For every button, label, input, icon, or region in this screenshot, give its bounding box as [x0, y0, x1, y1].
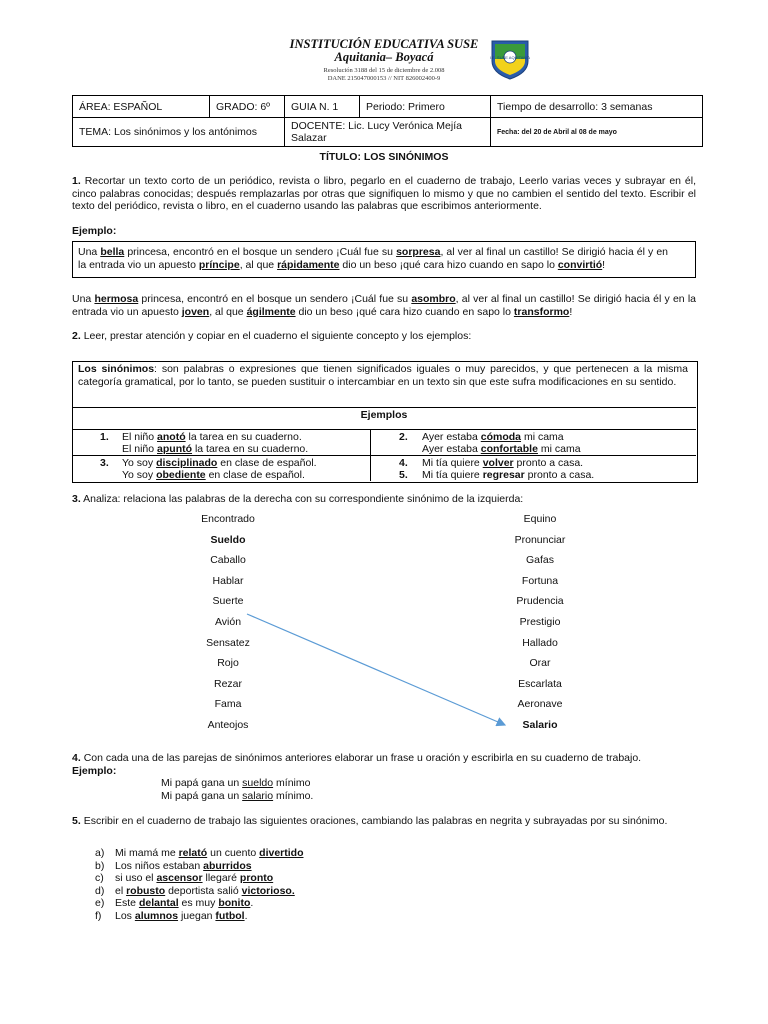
- docente-cell: DOCENTE: Lic. Lucy Verónica Mejía Salazar: [285, 118, 491, 147]
- example-replaced-text: Una hermosa princesa, encontró en el bosque un sendero ¡Cuál fue su asombro, al ver al final un castillo! Se dirigió hacia él y en la entrada vio un apuesto joven, al que ágilmente dio un beso ¡qué cara hizo cuando en sapo lo transformo!: [72, 293, 696, 318]
- resolution-text: Resolución 3188 del 15 de diciembre de 2.008: [323, 67, 445, 74]
- institution-location: Aquitania– Boyacá: [334, 50, 434, 64]
- left-word: Hablar: [212, 574, 244, 587]
- underlined-word: ágilmente: [246, 305, 296, 318]
- list-item: a) Mi mamá me relató un cuento divertido: [95, 847, 304, 859]
- guia-cell: GUIA N. 1: [285, 96, 360, 118]
- right-word: Fortuna: [521, 574, 559, 587]
- page-title: TÍTULO: LOS SINÓNIMOS: [319, 151, 449, 163]
- logo-text: I.E. SUSE AQUITANIA: [489, 55, 531, 60]
- underlined-word: rápidamente: [277, 258, 340, 271]
- example-4-5: 4. Mi tía quiere volver pronto a casa. 5. Mi tía quiere regresar pronto a casa.: [399, 457, 595, 482]
- section-4-examples: Mi papá gana un sueldo mínimo Mi papá gana un salario mínimo.: [161, 777, 314, 802]
- dane-text: DANE 215047000153 // NIT 826002400-9: [327, 75, 441, 82]
- underlined-word: hermosa: [94, 293, 139, 305]
- right-word: Escarlata: [518, 677, 562, 690]
- periodo-cell: Periodo: Primero: [360, 96, 491, 118]
- left-word: Avión: [214, 615, 242, 628]
- example-2: 2. Ayer estaba cómoda mi cama Ayer estaba confortable mi cama: [399, 431, 581, 456]
- fecha-cell: Fecha: del 20 de Abril al 08 de mayo: [491, 118, 703, 147]
- underlined-word: joven: [181, 305, 210, 318]
- underlined-word: príncipe: [198, 258, 240, 271]
- right-word: Gafas: [525, 554, 554, 567]
- example-original-text: Una bella princesa, encontró en el bosque un sendero ¡Cuál fue su sorpresa, al ver al final un castillo! Se dirigió hacia él y en la entrada vio un apuesto príncipe, al que rápidamente dio un beso ¡qué cara hizo cuando en sapo lo convirtió!: [78, 246, 668, 271]
- grado-cell: GRADO: 6º: [210, 96, 285, 118]
- left-word: Rezar: [213, 677, 242, 690]
- example-1: 1. El niño anotó la tarea en su cuaderno. El niño apuntó la tarea en su cuaderno.: [100, 431, 309, 456]
- right-word: Prudencia: [516, 595, 564, 608]
- section-1-example-label: Ejemplo:: [72, 225, 117, 237]
- section-1-number: 1.: [72, 175, 81, 187]
- section-1-text: Recortar un texto corto de un periódico, revista o libro, pegarlo en el cuaderno de trabajo, Leerlo varias veces y subrayar en él, cinco palabras conocidas; después remplazarlas por otras que signifiquen lo mismo y que no cambien el sentido del texto. Escribir el texto del periódico, revista o libro, en el cuaderno usando las palabras que escribimos anteriormente.: [72, 175, 697, 213]
- examples-header: Ejemplos: [360, 409, 408, 421]
- section-3-instructions: 3. Analiza: relaciona las palabras de la derecha con su correspondiente sinónimo de la izquierda:: [72, 493, 524, 505]
- right-word: Pronunciar: [514, 533, 566, 546]
- list-item: d) el robusto deportista salió victorioso.: [95, 884, 295, 897]
- right-word: Hallado: [522, 636, 558, 649]
- right-word: Equino: [523, 513, 557, 525]
- example-3: 3. Yo soy disciplinado en clase de español. Yo soy obediente en clase de español.: [100, 457, 317, 482]
- underlined-word: bella: [100, 246, 125, 258]
- section-2-instructions: 2. Leer, prestar atención y copiar en el cuaderno el siguiente concepto y los ejemplos:: [72, 330, 472, 342]
- right-word: Aeronave: [517, 698, 563, 711]
- section-4-example-label: Ejemplo:: [72, 765, 117, 777]
- right-word: Orar: [529, 657, 551, 670]
- arrow-line: [247, 614, 505, 725]
- list-item: f) Los alumnos juegan futbol.: [95, 909, 248, 922]
- left-word: Sensatez: [206, 636, 250, 649]
- right-word: Salario: [522, 718, 558, 731]
- left-word: Fama: [214, 698, 242, 711]
- section-5-instructions: 5. Escribir en el cuaderno de trabajo las siguientes oraciones, cambiando las palabras en negrita y subrayadas por su sinónimo.: [72, 815, 668, 827]
- tema-cell: TEMA: Los sinónimos y los antónimos: [73, 118, 285, 147]
- right-word: Prestigio: [519, 615, 561, 628]
- tiempo-cell: Tiempo de desarrollo: 3 semanas: [491, 96, 703, 118]
- institution-name: INSTITUCIÓN EDUCATIVA SUSE: [289, 37, 479, 51]
- left-word: Sueldo: [210, 533, 246, 546]
- left-word: Caballo: [210, 554, 246, 567]
- list-item: c) si uso el ascensor llegaré pronto: [95, 872, 274, 885]
- sentence-list: [95, 847, 304, 923]
- underlined-word: convirtió: [557, 258, 603, 271]
- left-word: Encontrado: [201, 513, 255, 525]
- area-cell: ÁREA: ESPAÑOL: [73, 96, 210, 118]
- underlined-word: transformo: [513, 305, 570, 318]
- underlined-word: asombro: [411, 293, 456, 305]
- left-word: Anteojos: [207, 718, 249, 731]
- list-item: b) Los niños estaban aburridos: [95, 859, 252, 872]
- left-word: Suerte: [212, 595, 244, 608]
- definition-text: Los sinónimos: son palabras o expresiones que tienen significados iguales o muy parecidos, y que pertenecen a la misma categoría gramatical, por lo tanto, se pueden sustituir o intercambiar en un texto sin que este sufra modificaciones en su sentido.: [78, 363, 689, 388]
- underlined-word: sorpresa: [396, 246, 441, 258]
- left-word: Rojo: [217, 657, 239, 670]
- list-item: e) Este delantal es muy bonito.: [95, 897, 254, 910]
- section-4-instructions: 4. Con cada una de las parejas de sinónimos anteriores elaborar un frase u oración y escribirla en su cuaderno de trabajo.: [72, 752, 642, 764]
